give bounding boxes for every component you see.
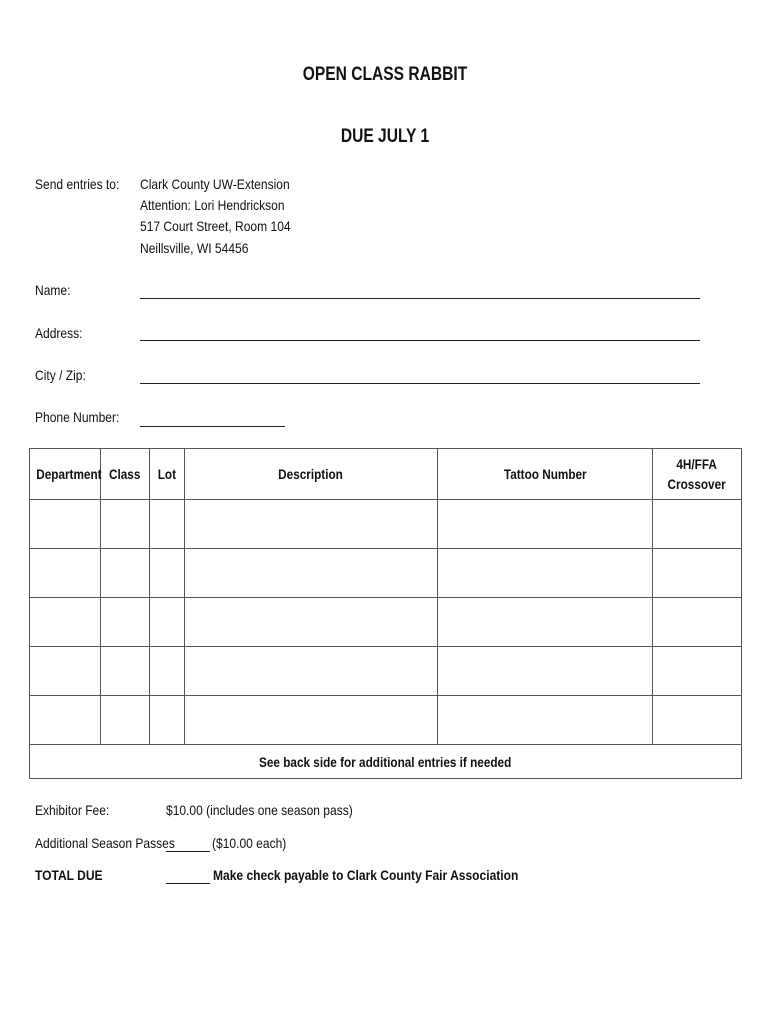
send-entries-label: Send entries to:	[35, 176, 120, 192]
column-header-crossover: 4H/FFA Crossover	[653, 449, 742, 500]
entry-cell[interactable]	[438, 696, 653, 745]
phone-label: Phone Number:	[35, 409, 120, 425]
table-footer-note: See back side for additional entries if needed	[30, 745, 742, 779]
address-line-1: Clark County UW-Extension	[140, 176, 290, 192]
name-label: Name:	[35, 282, 71, 298]
entry-cell[interactable]	[101, 696, 150, 745]
season-passes-field[interactable]	[166, 851, 210, 852]
entry-cell[interactable]	[185, 598, 438, 647]
entry-cell[interactable]	[438, 500, 653, 549]
entry-cell[interactable]	[101, 500, 150, 549]
entry-cell[interactable]	[150, 696, 185, 745]
exhibitor-fee-label: Exhibitor Fee:	[35, 802, 110, 818]
payment-instructions: Make check payable to Clark County Fair Association	[213, 867, 519, 883]
entry-cell[interactable]	[653, 549, 742, 598]
total-due-field[interactable]	[166, 883, 210, 884]
city-zip-label: City / Zip:	[35, 367, 86, 383]
column-header-lot: Lot	[150, 449, 185, 500]
entry-cell[interactable]	[150, 647, 185, 696]
table-row	[30, 647, 742, 696]
entry-cell[interactable]	[101, 549, 150, 598]
column-header-department: Department	[30, 449, 101, 500]
entry-cell[interactable]	[185, 549, 438, 598]
entry-cell[interactable]	[653, 598, 742, 647]
address-label: Address:	[35, 325, 83, 341]
table-footer-row	[30, 745, 742, 779]
address-line-3: 517 Court Street, Room 104	[140, 218, 291, 234]
form-title: OPEN CLASS RABBIT	[302, 64, 468, 85]
column-header-tattoo-number: Tattoo Number	[438, 449, 653, 500]
address-line-2: Attention: Lori Hendrickson	[140, 197, 285, 213]
entry-cell[interactable]	[185, 500, 438, 549]
column-header-description: Description	[185, 449, 438, 500]
entry-cell[interactable]	[653, 696, 742, 745]
entry-cell[interactable]	[30, 500, 101, 549]
entry-cell[interactable]	[185, 696, 438, 745]
entry-cell[interactable]	[653, 500, 742, 549]
entry-cell[interactable]	[30, 696, 101, 745]
table-row	[30, 598, 742, 647]
entries-table	[29, 448, 742, 779]
table-row	[30, 549, 742, 598]
name-field[interactable]	[140, 298, 700, 299]
entry-cell[interactable]	[30, 598, 101, 647]
entry-cell[interactable]	[438, 598, 653, 647]
entry-cell[interactable]	[101, 647, 150, 696]
table-row	[30, 696, 742, 745]
entry-cell[interactable]	[150, 500, 185, 549]
due-date-heading: DUE JULY 1	[340, 126, 430, 147]
entry-cell[interactable]	[30, 549, 101, 598]
address-line-4: Neillsville, WI 54456	[140, 240, 249, 256]
entry-cell[interactable]	[101, 598, 150, 647]
entry-cell[interactable]	[438, 549, 653, 598]
entry-cell[interactable]	[185, 647, 438, 696]
total-due-label: TOTAL DUE	[35, 867, 103, 883]
column-header-class: Class	[101, 449, 150, 500]
entry-cell[interactable]	[30, 647, 101, 696]
address-field[interactable]	[140, 340, 700, 341]
season-passes-label: Additional Season Passes	[35, 835, 175, 851]
exhibitor-fee-value: $10.00 (includes one season pass)	[166, 802, 353, 818]
city-zip-field[interactable]	[140, 383, 700, 384]
season-passes-value: ($10.00 each)	[212, 835, 287, 851]
table-row	[30, 500, 742, 549]
entry-cell[interactable]	[150, 598, 185, 647]
entry-cell[interactable]	[438, 647, 653, 696]
entry-cell[interactable]	[653, 647, 742, 696]
table-header-row	[30, 449, 742, 500]
phone-field[interactable]	[140, 426, 285, 427]
entry-cell[interactable]	[150, 549, 185, 598]
